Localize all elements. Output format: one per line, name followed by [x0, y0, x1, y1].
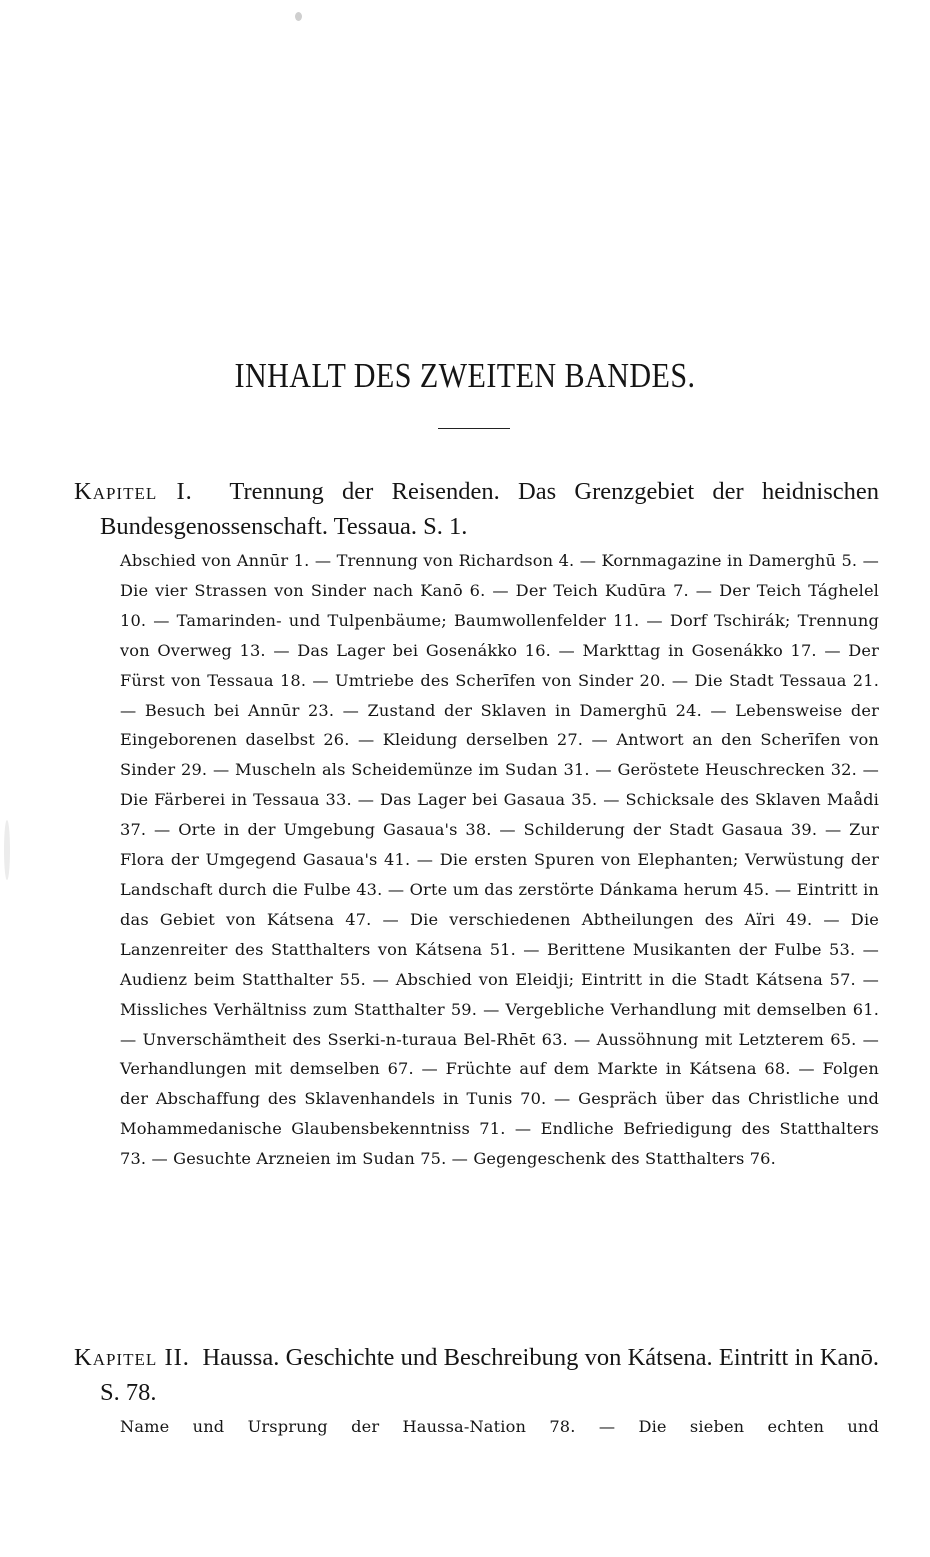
chapter-label: Kapitel II.	[74, 1344, 190, 1371]
chapter-heading	[74, 474, 879, 544]
paper-speck	[4, 820, 10, 880]
chapter-1	[74, 474, 879, 1174]
chapter-summary: Name und Ursprung der Haussa-Nation 78. — Die sieben echten und	[120, 1417, 879, 1436]
chapter-summary: Abschied von Annūr 1. — Trennung von Richardson 4. — Kornmagazine in Damerghū 5. — Die vier Strassen von Sinder nach Kanō 6. — Der Teich Kudūra 7. — Der Teich Tághelel 10. — Tamarinden- und Tulpenbäume; Baumwollenfelder 11. — Dorf Tschirák; Trennung von Overweg 13. — Das Lager bei Gosenákko 16. — Markttag in Gosenákko 17. — Der Fürst von Tessaua 18. — Umtriebe des Scherīfen von Sinder 20. — Die Stadt Tessaua 21. — Besuch bei Annūr 23. — Zustand der Sklaven in Damerghū 24. — Lebensweise der Eingeborenen daselbst 26. — Kleidung derselben 27. — Antwort an den Scherīfen von Sinder 29. — Muscheln als Scheidemünze im Sudan 31. — Geröstete Heuschrecken 32. — Die Färberei in Tessaua 33. — Das Lager bei Gasaua 35. — Schicksale des Sklaven Maådi 37. — Orte in der Umgebung Gasaua's 38. — Schilderung der Stadt Gasaua 39. — Zur Flora der Umgegend Gasaua's 41. — Die ersten Spuren von Elephanten; Verwüstung der Landschaft durch die Fulbe 43. — Orte um das zerstörte Dánkama herum 45. — Eintritt in das Gebiet von Kátsena 47. — Die verschiedenen Abtheilungen des Aïri 49. — Die Lanzenreiter des Statthalters von Kátsena 51. — Berittene Musikanten der Fulbe 53. — Audienz beim Statthalter 55. — Abschied von Eleidji; Eintritt in die Stadt Kátsena 57. — Missliches Verhältniss zum Statthalter 59. — Vergebliche Verhandlung mit demselben 61. — Unverschämtheit des Sserki-n-turaua Bel-Rhēt 63. — Aussöhnung mit Letzterem 65. — Verhandlungen mit demselben 67. — Früchte auf dem Markte in Kátsena 68. — Folgen der Abschaffung des Sklavenhandels in Tunis 70. — Gespräch über das Christliche und Mohammedanische Glaubensbekenntniss 71. — Endliche Befriedigung des Statthalters 73. — Gesuchte Arzneien im Sudan 75. — Gegengeschenk des Statthalters 76.	[120, 551, 879, 1169]
chapter-title: Trennung der Reisenden. Das Grenzgebiet der heidnischen Bundesgenossenschaft. Tessaua. S. 1.	[100, 478, 880, 540]
chapter-2	[74, 1340, 879, 1442]
paper-speck	[295, 12, 302, 21]
chapter-heading	[74, 1340, 879, 1410]
chapter-title: Haussa. Geschichte und Beschreibung von Kátsena. Eintritt in Kanō. S. 78.	[100, 1344, 880, 1406]
page-title: INHALT DES ZWEITEN BANDES.	[234, 356, 696, 395]
chapter-label: Kapitel I.	[74, 478, 193, 505]
title-divider	[438, 428, 510, 429]
